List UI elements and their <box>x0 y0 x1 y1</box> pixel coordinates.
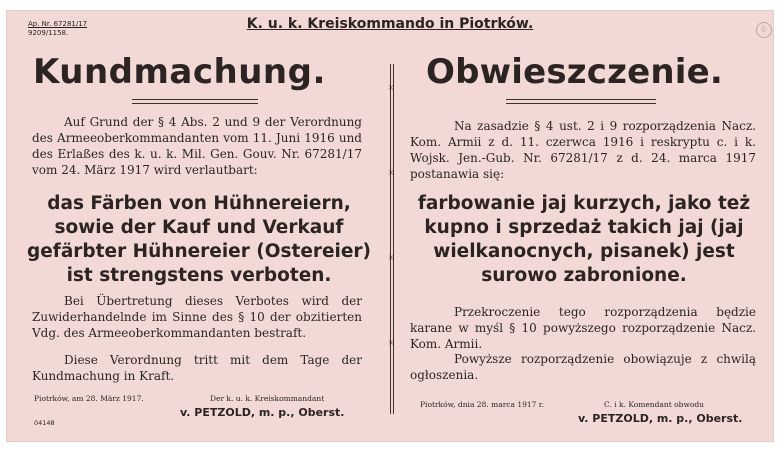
german-intro: Auf Grund der § 4 Abs. 2 und 9 der Verordnung des Armeeoberkommandanten vom 11. Juni 1916 und des Erlaßes des k. u. k. Mil. Gen. Gouv. Nr. 67281/17 vom 24. März 1917 wird verlautbart: <box>32 115 362 177</box>
german-effective: Diese Verordnung tritt mit dem Tage der Kundmachung in Kraft. <box>32 353 362 383</box>
german-ban-text: das Färben von Hühnereiern, sowie der Kauf und Verkauf gefärbter Hühnereier (Ostereier) ist strengstens verboten. <box>26 193 372 286</box>
german-heading: Kundmachung. <box>33 52 326 92</box>
polish-place-date: Piotrków, dnia 28. marca 1917 r. <box>420 400 544 409</box>
polish-intro: Na zasadzie § 4 ust. 2 i 9 rozporządzenia Nacz. Kom. Armii z d. 11. czerwca 1916 i reskryptu c. i k. Wojsk. Jen.-Gub. Nr. 67281/17 z d. 24. marca 1917 postanawia się: <box>410 119 756 181</box>
divider-ornament-icon: × <box>388 253 394 264</box>
german-signer-title: Der k. u. k. Kreiskommandant <box>210 394 325 403</box>
print-number: 04148 <box>34 419 55 427</box>
divider-ornament-icon: × <box>388 168 394 179</box>
german-place-date: Piotrków, am 28. März 1917. <box>34 394 144 403</box>
divider-ornament-icon: × <box>388 338 394 349</box>
german-signer: v. PETZOLD, m. p., Oberst. <box>180 406 345 419</box>
issuer-title-text: K. u. k. Kreiskommando in Piotrków. <box>246 16 534 32</box>
polish-effective: Powyższe rozporządzenie obowiązuje z chwilą ogłoszenia. <box>410 352 756 382</box>
polish-heading-rule <box>506 99 656 104</box>
polish-signer: v. PETZOLD, m. p., Oberst. <box>578 412 743 425</box>
reference-line-2: 9209/1158. <box>28 29 69 37</box>
polish-signer-title: C. i k. Komendant obwodu <box>604 400 705 409</box>
polish-ban-text: farbowanie jaj kurzych, jako też kupno i sprzedaż takich jaj (jaj wielkanocnych, pisanek) jest surowo zabronione. <box>417 193 751 286</box>
reference-line-1: Ap. Nr. 67281/17 <box>28 20 88 28</box>
polish-heading: Obwieszczenie. <box>426 52 724 92</box>
german-penalty: Bei Übertretung dieses Verbotes wird der Zuwiderhandelnde im Sinne des § 10 der obzitierten Vdg. des Armeeoberkommandanten bestraft. <box>32 294 362 340</box>
divider-ornament-icon: × <box>388 83 394 94</box>
german-heading-rule <box>132 99 258 104</box>
polish-penalty: Przekroczenie tego rozporządzenia będzie karane w myśl § 10 powyższego rozporządzenie Nacz. Kom. Armii. <box>410 305 756 351</box>
column-divider <box>390 64 392 414</box>
archive-stamp-icon: © <box>756 22 772 38</box>
issuer-title <box>0 16 780 32</box>
